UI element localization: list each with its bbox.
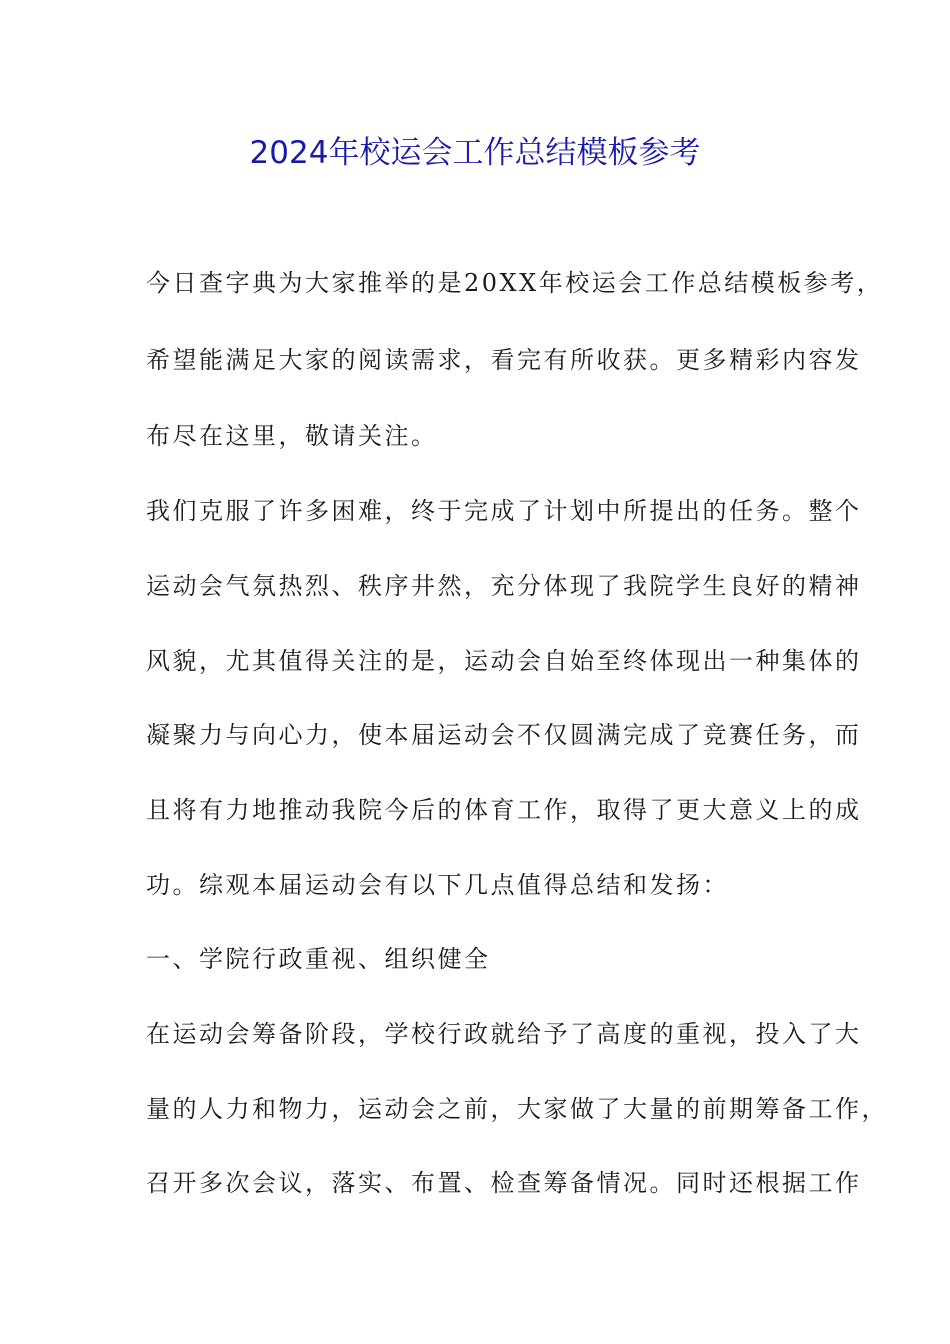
text-line-7: 凝聚力与向心力，使本届运动会不仅圆满完成了竞赛任务，而	[146, 721, 862, 749]
text-line-11: 在运动会筹备阶段，学校行政就给予了高度的重视，投入了大	[146, 1020, 862, 1048]
text-line-8: 且将有力地推动我院今后的体育工作，取得了更大意义上的成	[146, 796, 862, 824]
text-line-1: 今日查字典为大家推举的是20XX年校运会工作总结模板参考，	[146, 269, 884, 297]
text-line-13: 召开多次会议，落实、布置、检查筹备情况。同时还根据工作	[146, 1169, 862, 1197]
text-line-3: 布尽在这里，敬请关注。	[146, 422, 438, 450]
text-line-4: 我们克服了许多困难，终于完成了计划中所提出的任务。整个	[146, 497, 862, 525]
document-title: 2024年校运会工作总结模板参考	[249, 135, 701, 171]
text-line-9: 功。综观本届运动会有以下几点值得总结和发扬：	[146, 871, 729, 899]
section-heading: 一、学院行政重视、组织健全	[146, 945, 491, 973]
text-line-6: 风貌，尤其值得关注的是，运动会自始至终体现出一种集体的	[146, 647, 862, 675]
text-line-2: 希望能满足大家的阅读需求，看完有所收获。更多精彩内容发	[146, 346, 862, 374]
text-line-12: 量的人力和物力，运动会之前，大家做了大量的前期筹备工作，	[146, 1095, 888, 1123]
text-line-5: 运动会气氛热烈、秩序井然，充分体现了我院学生良好的精神	[146, 572, 862, 600]
